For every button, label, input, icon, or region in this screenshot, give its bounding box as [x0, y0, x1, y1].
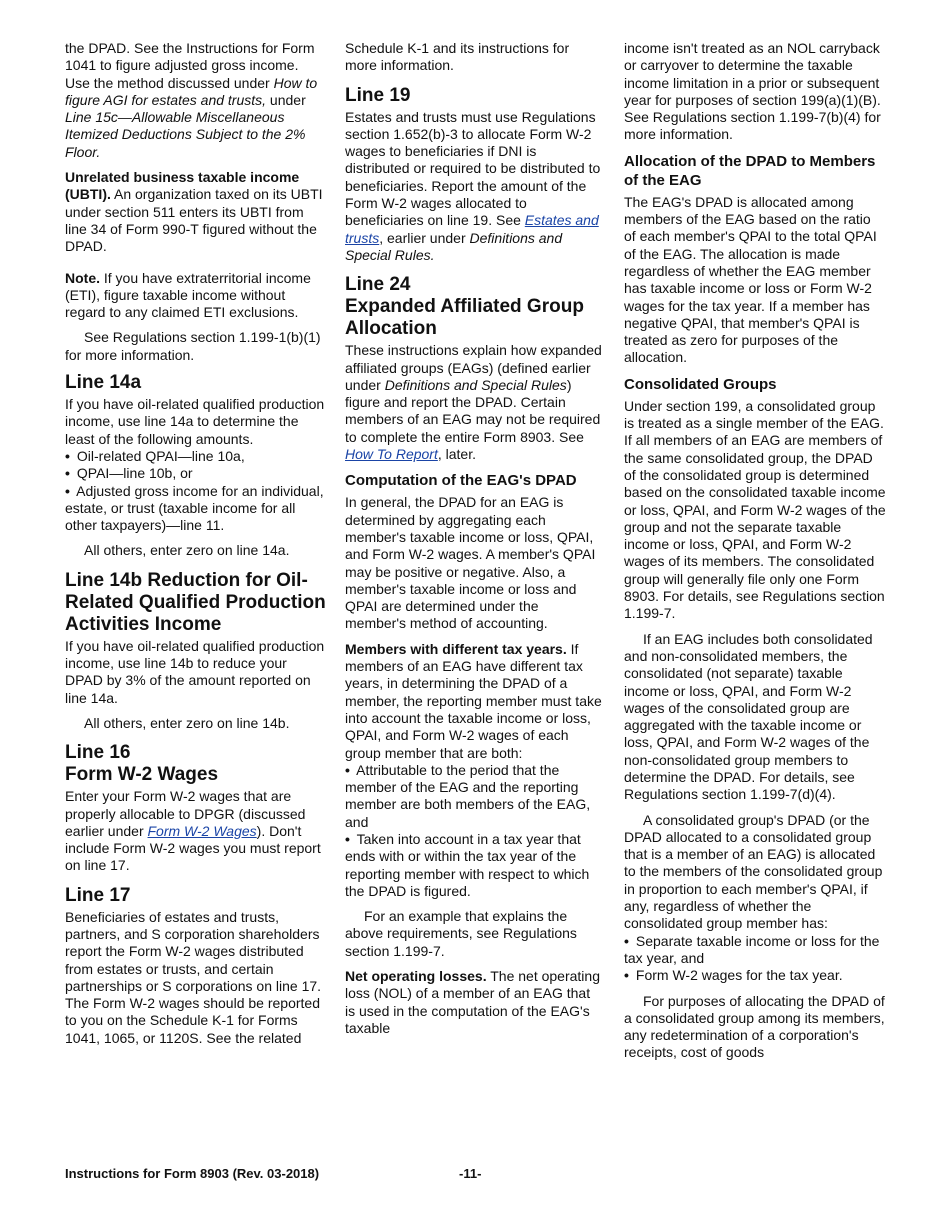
paragraph-consolidated-dpad: A consolidated group's DPAD (or the DPAD allocated to a consolidated group that is a member of an EAG) is allocated to the members of the consolidated group in proportion to each member's QPAI, if any, regardless of whether the consolidated group member has:	[624, 811, 883, 932]
list-item: • QPAI—line 10b, or	[65, 465, 193, 482]
paragraph-eag-mixed: If an EAG includes both consolidated and non-consolidated members, the consolidated (not separate) taxable income or loss, QPAI, and Form W-2 wages of the consolidated group are aggregated with the taxable income or loss, QPAI, and Form W-2 wages of the non-consolidated group members to determine the DPAD. For details, see Regulations section 1.199-7(d)(4).	[624, 630, 873, 803]
list-item: • Attributable to the period that the member of the EAG and the reporting member are both members of the EAG, and	[345, 761, 591, 830]
heading-computation: Computation of the EAG's DPAD	[345, 472, 577, 490]
paragraph-line-19: Estates and trusts must use Regulations section 1.652(b)-3 to allocate Form W-2 wages to beneficiaries if DNI is distributed or required to be distributed to beneficiaries. Report the amount of the Form W-2 wages allocated to beneficiaries on line 19. See Estates and trusts, earlier under Definitions and Special Rules.	[345, 108, 601, 263]
paragraph-members: Members with different tax years. If members of an EAG have different tax years, in determining the DPAD of a member, the reporting member must take into account the taxable income or loss, QPAI, and Form W-2 wages of each group member that are both:	[345, 640, 602, 761]
list-item: • Form W-2 wages for the tax year.	[624, 967, 843, 984]
heading-line-19: Line 19	[345, 84, 411, 106]
heading-line-14b: Line 14b Reduction for Oil-Related Qualified Production Activities Income	[65, 569, 326, 635]
paragraph-agi: the DPAD. See the Instructions for Form 1041 to figure adjusted gross income. Use the method discussed under How to figure AGI for estates and trusts, under Line 15c—Allowable Miscellaneous Itemized Deductions Subject to the 2% Floor.	[65, 40, 318, 160]
bullet-icon: •	[624, 967, 629, 984]
paragraph-schedule-k1: Schedule K-1 and its instructions for more information.	[345, 40, 570, 74]
paragraph-example: For an example that explains the above requirements, see Regulations section 1.199-7.	[345, 908, 577, 959]
how-to-report-link[interactable]: How To Report	[345, 446, 438, 463]
bullet-icon: •	[65, 482, 70, 499]
members-heading: Members with different tax years.	[345, 640, 567, 657]
bullet-icon: •	[624, 932, 629, 949]
paragraph-note: Note. If you have extraterritorial income (ETI), figure taxable income without regard to any claimed ETI exclusions.	[65, 269, 311, 321]
heading-consolidated-groups: Consolidated Groups	[624, 375, 777, 393]
paragraph-others-14a: All others, enter zero on line 14a.	[84, 542, 290, 559]
list-item: • Oil-related QPAI—line 10a,	[65, 447, 245, 464]
form-w2-wages-link[interactable]: Form W-2 Wages	[147, 822, 257, 839]
bullet-icon: •	[65, 447, 70, 464]
list-item: • Separate taxable income or loss for the tax year, and	[624, 932, 880, 966]
list-item: • Adjusted gross income for an individual, estate, or trust (taxable income for all other taxpayers)—line 11.	[65, 482, 324, 534]
paragraph-others-14b: All others, enter zero on line 14b.	[84, 714, 290, 731]
nol-heading: Net operating losses.	[345, 968, 487, 985]
paragraph-line-14a: If you have oil-related qualified production income, use line 14a to determine the least of the following amounts.	[65, 396, 325, 447]
paragraph-line-16: Enter your Form W-2 wages that are properly allocable to DPGR (discussed earlier under Form W-2 Wages). Don't include Form W-2 wages you must report on line 17.	[65, 788, 321, 874]
heading-line-16: Line 16 Form W-2 Wages	[65, 742, 219, 786]
heading-line-17: Line 17	[65, 884, 131, 906]
bullet-icon: •	[345, 761, 350, 778]
paragraph-allocation: The EAG's DPAD is allocated among members of the EAG based on the ratio of each member's QPAI to the total QPAI of the EAG. The allocation is made regardless of whether the EAG member has taxable income or loss or Form W-2 wages for the tax year. If a member has negative QPAI, that member's QPAI is treated as zero for purposes of the allocation.	[624, 193, 877, 366]
paragraph-computation: In general, the DPAD for an EAG is determined by aggregating each member's taxable income or loss, QPAI, and Form W-2 wages. A member's QPAI may be positive or negative. Also, a member's taxable income or loss and QPAI are determined under the member's method of accounting.	[345, 494, 596, 632]
paragraph-see-regs: See Regulations section 1.199-1(b)(1) for more information.	[65, 329, 321, 363]
ubti-heading: Unrelated business taxable income (UBTI).	[65, 169, 300, 203]
footer-form-title: Instructions for Form 8903 (Rev. 03-2018)	[65, 1166, 320, 1181]
page-number: -11-	[459, 1166, 482, 1181]
heading-line-24: Line 24 Expanded Affiliated Group Allocation	[345, 274, 584, 340]
paragraph-ubti: Unrelated business taxable income (UBTI). An organization taxed on its UBTI under section 511 enters its UBTI from line 34 of Form 990-T figured without the DPAD.	[65, 169, 323, 255]
paragraph-consolidated: Under section 199, a consolidated group is treated as a single member of the EAG. If all members of an EAG are members of the same consolidated group, the DPAD of the consolidated group is determined based on the consolidated taxable income or loss, QPAI, and Form W-2 wages of the group and not the separate taxable income or loss, QPAI, and Form W-2 wages of its members. The consolidated group will generally file only one Form 8903. For details, see Regulations section 1.199-7.	[624, 397, 886, 622]
column-1	[65, 40, 327, 1055]
bullet-icon: •	[65, 465, 70, 482]
estates-and-trusts-link[interactable]: Estates and trusts	[345, 212, 599, 246]
column-3	[624, 40, 886, 1070]
note-heading: Note.	[65, 269, 100, 286]
heading-allocation: Allocation of the DPAD to Members of the EAG	[624, 152, 876, 189]
column-2	[345, 40, 603, 1045]
paragraph-line-24: These instructions explain how expanded affiliated groups (EAGs) (defined earlier under Definitions and Special Rules) figure and report the DPAD. Certain members of an EAG may not be required to complete the entire Form 8903. See How To Report, later.	[345, 342, 602, 463]
paragraph-nol-cont: income isn't treated as an NOL carryback or carryover to determine the taxable income limitation in a prior or subsequent year for purposes of section 199(a)(1)(B). See Regulations section 1.199-7(b)(4) for more information.	[624, 40, 881, 143]
list-item: • Taken into account in a tax year that ends with or within the tax year of the reporting member with respect to which the DPAD is figured.	[345, 830, 590, 899]
paragraph-line-17: Beneficiaries of estates and trusts, partners, and S corporation shareholders report the Form W-2 wages distributed from estates or trusts, and certain partnerships or S corporations on line 17. The Form W-2 wages should be reported to you on the Schedule K-1 for Forms 1041, 1065, or 1120S. See the related	[65, 908, 322, 1046]
paragraph-nol: Net operating losses. The net operating loss (NOL) of a member of an EAG that is used in the computation of the EAG's taxable	[345, 968, 600, 1036]
paragraph-allocating: For purposes of allocating the DPAD of a consolidated group among its members, any redetermination of a corporation's receipts, cost of goods	[624, 992, 885, 1061]
paragraph-line-14b: If you have oil-related qualified production income, use line 14b to reduce your DPAD by 3% of the amount reported on line 14a.	[65, 637, 325, 706]
heading-line-14a: Line 14a	[65, 372, 142, 394]
bullet-icon: •	[345, 830, 350, 847]
